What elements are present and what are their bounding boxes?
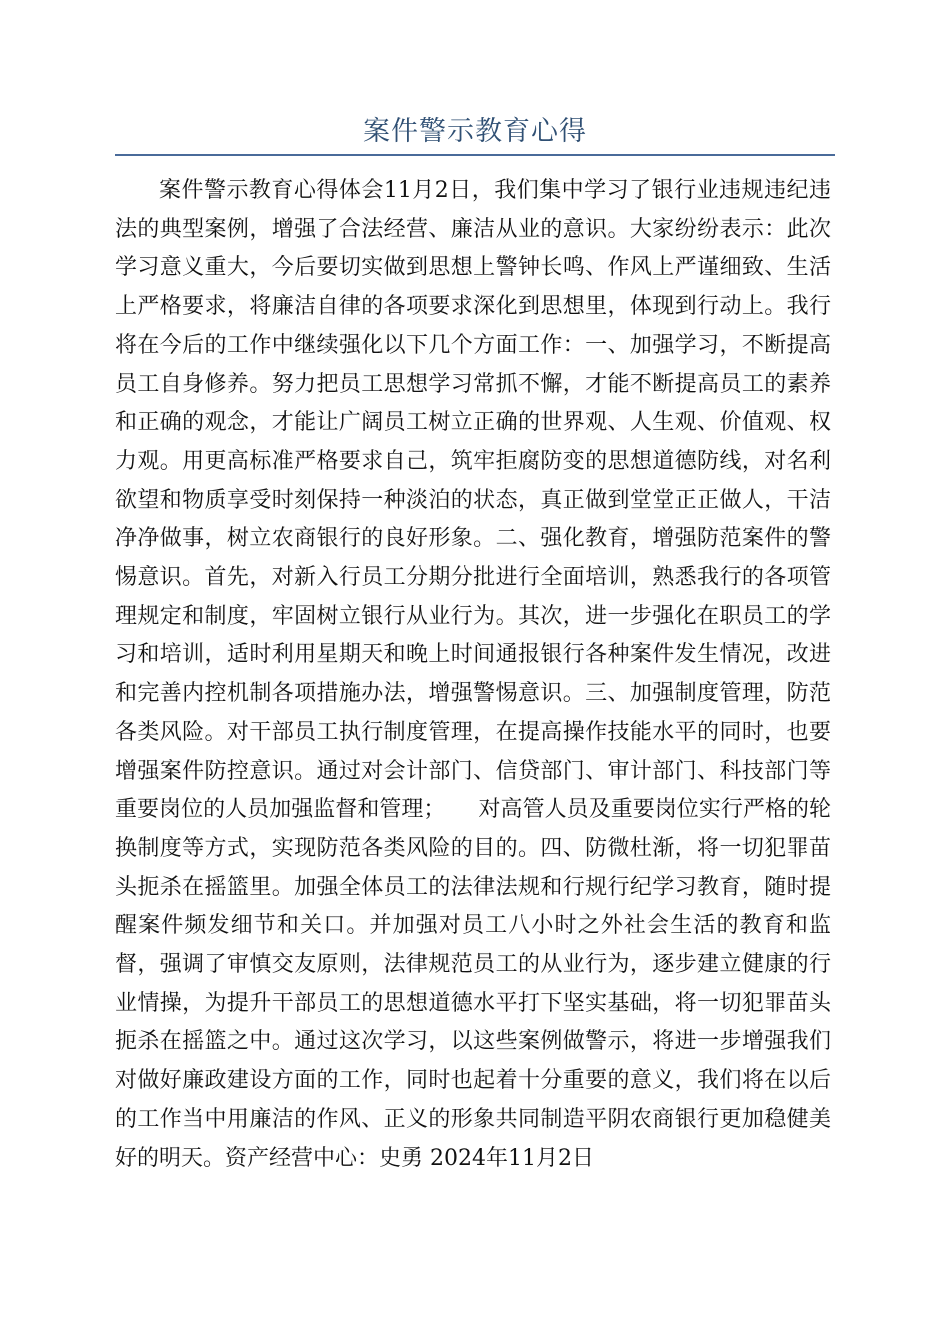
document-title: 案件警示教育心得 [363, 116, 587, 147]
title-underline [115, 154, 835, 156]
document-body: 案件警示教育心得体会11月2日，我们集中学习了银行业违规违纪违法的典型案例，增强了合法经营、廉洁从业的意识。大家纷纷表示：此次学习意义重大，今后要切实做到思想上警钟长鸣、作风上严谨细致、生活上严格要求，将廉洁自律的各项要求深化到思想里，体现到行动上。我行将在今后的工作中继续强化以下几个方面工作：一、加强学习，不断提高员工自身修养。努力把员工思想学习常抓不懈，才能不断提高员工的素养和正确的观念，才能让广阔员工树立正确的世界观、人生观、价值观、权力观。用更高标准严格要求自己，筑牢拒腐防变的思想道德防线，对名利欲望和物质享受时刻保持一种淡泊的状态，真正做到堂堂正正做人，干洁净净做事，树立农商银行的良好形象。二、强化教育，增强防范案件的警惕意识。首先，对新入行员工分期分批进行全面培训，熟悉我行的各项管理规定和制度，牢固树立银行从业行为。其次，进一步强化在职员工的学习和培训，适时利用星期天和晚上时间通报银行各种案件发生情况，改进和完善内控机制各项措施办法，增强警惕意识。三、加强制度管理，防范各类风险。对干部员工执行制度管理，在提高操作技能水平的同时，也要增强案件防控意识。通过对会计部门、信贷部门、审计部门、科技部门等重要岗位的人员加强监督和管理； 对高管人员及重要岗位实行严格的轮换制度等方式，实现防范各类风险的目的。四、防微杜渐，将一切犯罪苗头扼杀在摇篮里。加强全体员工的法律法规和行规行纪学习教育，随时提醒案件频发细节和关口。并加强对员工八小时之外社会生活的教育和监督，强调了审慎交友原则，法律规范员工的从业行为，逐步建立健康的行业情操，为提升干部员工的思想道德水平打下坚实基础，将一切犯罪苗头扼杀在摇篮之中。通过这次学习，以这些案例做警示，将进一步增强我们对做好廉政建设方面的工作，同时也起着十分重要的意义，我们将在以后的工作当中用廉洁的作风、正义的形象共同制造平阴农商银行更加稳健美好的明天。资产经营中心：史勇 2024年11月2日 [115, 178, 831, 1171]
